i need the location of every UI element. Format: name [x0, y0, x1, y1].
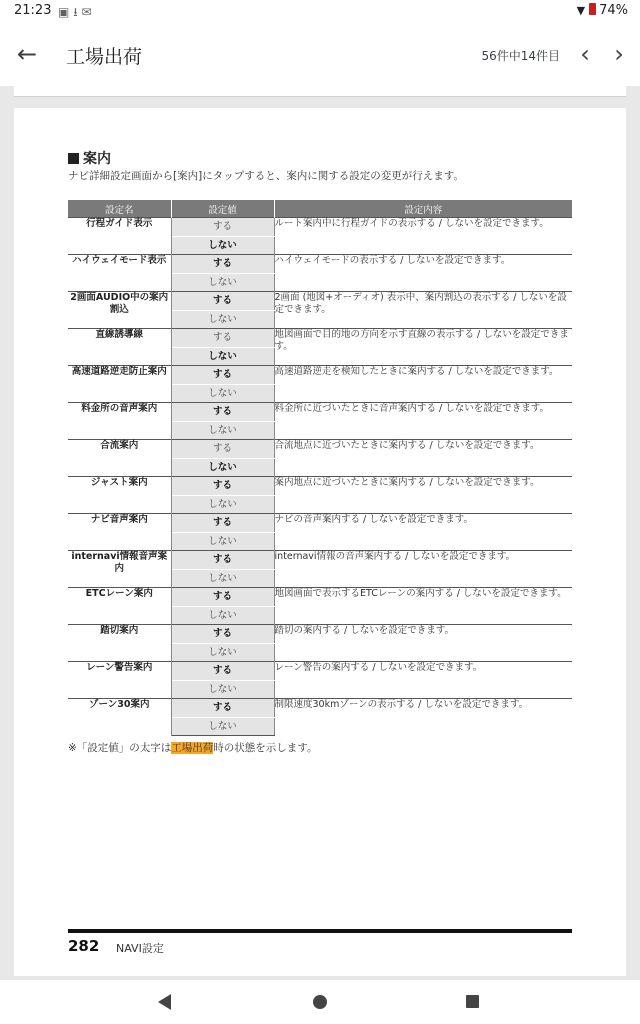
setting-description: 高速道路逆走を検知したときに案内する / しないを設定できます。 [274, 366, 572, 403]
setting-value-off: しない [171, 717, 274, 736]
setting-name: ジャスト案内 [68, 477, 171, 514]
setting-description: 案内地点に近づいたときに案内する / しないを設定できます。 [274, 477, 572, 514]
setting-value-on: する [171, 662, 274, 681]
setting-description: 制限速度30kmゾーンの表示する / しないを設定できます。 [274, 699, 572, 736]
navigation-bar [0, 980, 640, 1024]
setting-name: 踏切案内 [68, 625, 171, 662]
nav-recents-icon[interactable] [466, 995, 479, 1008]
column-header-description: 設定内容 [274, 200, 572, 218]
table-row [68, 440, 572, 459]
back-arrow-icon[interactable]: ← [16, 40, 38, 68]
setting-value-off: しない [171, 236, 274, 255]
table-row [68, 699, 572, 718]
setting-description: ルート案内中に行程ガイドの表示する / しないを設定できます。 [274, 218, 572, 255]
setting-value-off: しない [171, 569, 274, 588]
search-result-counter: 56件中14件目 [481, 49, 560, 63]
setting-name: internavi情報音声案内 [68, 551, 171, 588]
square-bullet-icon [68, 153, 79, 164]
table-row [68, 366, 572, 385]
setting-name: 高速道路逆走防止案内 [68, 366, 171, 403]
setting-name: 2画面AUDIO中の案内割込 [68, 292, 171, 329]
setting-value-on: する [171, 366, 274, 385]
status-bar [0, 0, 640, 24]
setting-value-off: しない [171, 495, 274, 514]
setting-description: 料金所に近づいたときに音声案内する / しないを設定できます。 [274, 403, 572, 440]
setting-description: 地図画面で表示するETCレーンの案内する / しないを設定できます。 [274, 588, 572, 625]
page-title: 工場出荷 [66, 46, 143, 68]
setting-name: ナビ音声案内 [68, 514, 171, 551]
setting-value-on: する [171, 625, 274, 644]
setting-name: ハイウェイモード表示 [68, 255, 171, 292]
table-row [68, 292, 572, 311]
setting-name: 合流案内 [68, 440, 171, 477]
setting-name: レーン警告案内 [68, 662, 171, 699]
column-header-value: 設定値 [171, 200, 274, 218]
setting-value-on: する [171, 588, 274, 607]
setting-name: 直線誘導線 [68, 329, 171, 366]
setting-value-off: しない [171, 273, 274, 292]
setting-value-off: しない [171, 643, 274, 662]
notification-icons [58, 3, 96, 24]
table-row [68, 662, 572, 681]
setting-name: ゾーン30案内 [68, 699, 171, 736]
setting-value-on: する [171, 514, 274, 533]
previous-result-chevron-icon[interactable]: ‹ [580, 40, 590, 68]
setting-value-off: しない [171, 421, 274, 440]
setting-value-on: する [171, 255, 274, 274]
setting-value-on: する [171, 218, 274, 237]
download-icon: ⭳ [73, 5, 82, 19]
table-row [68, 403, 572, 422]
pdf-page [14, 108, 626, 976]
column-header-name: 設定名 [68, 200, 171, 218]
page-section-label: NAVI設定 [116, 942, 164, 955]
gmail-icon: ✉ [81, 5, 96, 19]
setting-value-on: する [171, 403, 274, 422]
setting-value-off: しない [171, 532, 274, 551]
setting-description: ハイウェイモードの表示する / しないを設定できます。 [274, 255, 572, 292]
table-row [68, 625, 572, 644]
setting-value-on: する [171, 329, 274, 348]
footnote: ※「設定値」の太字は工場出荷時の状態を示します。 [68, 742, 318, 754]
setting-value-off: しない [171, 458, 274, 477]
table-row [68, 551, 572, 570]
table-row [68, 329, 572, 348]
setting-value-off: しない [171, 384, 274, 403]
section-heading: 案内 [68, 148, 111, 168]
search-highlight: 工場出荷 [171, 742, 214, 754]
image-icon: ▣ [58, 5, 74, 19]
setting-value-off: しない [171, 680, 274, 699]
setting-name: ETCレーン案内 [68, 588, 171, 625]
setting-description: 踏切の案内する / しないを設定できます。 [274, 625, 572, 662]
setting-description: 2画面 (地図+オーディオ) 表示中、案内割込の表示する / しないを設定できます。 [274, 292, 572, 329]
table-row [68, 218, 572, 237]
nav-home-icon[interactable] [313, 995, 327, 1009]
setting-value-off: しない [171, 606, 274, 625]
table-row [68, 255, 572, 274]
setting-name: 行程ガイド表示 [68, 218, 171, 255]
setting-description: レーン警告の案内する / しないを設定できます。 [274, 662, 572, 699]
setting-value-on: する [171, 551, 274, 570]
nav-back-icon[interactable] [158, 994, 171, 1010]
section-intro: ナビ詳細設定画面から[案内]にタップすると、案内に関する設定の変更が行えます。 [68, 170, 464, 182]
battery-level: 74% [599, 3, 628, 18]
wifi-icon: ▼ [576, 4, 586, 17]
setting-value-on: する [171, 699, 274, 718]
setting-value-on: する [171, 477, 274, 496]
status-right [577, 3, 628, 18]
page-number: 282 [68, 937, 100, 955]
battery-icon [589, 3, 596, 15]
setting-description: 地図画面で目的地の方向を示す直線の表示する / しないを設定できます。 [274, 329, 572, 366]
next-result-chevron-icon[interactable]: › [614, 40, 624, 68]
setting-description: ナビの音声案内する / しないを設定できます。 [274, 514, 572, 551]
status-time: 21:23 [14, 3, 52, 18]
pdf-viewer[interactable] [0, 86, 640, 980]
setting-description: 合流地点に近づいたときに案内する / しないを設定できます。 [274, 440, 572, 477]
footer-rule [68, 929, 572, 933]
setting-value-off: しない [171, 310, 274, 329]
setting-value-on: する [171, 440, 274, 459]
settings-table [68, 200, 572, 736]
table-row [68, 588, 572, 607]
setting-description: internavi情報の音声案内する / しないを設定できます。 [274, 551, 572, 588]
table-row [68, 514, 572, 533]
setting-value-on: する [171, 292, 274, 311]
previous-page-edge [14, 86, 626, 97]
table-row [68, 477, 572, 496]
setting-value-off: しない [171, 347, 274, 366]
setting-name: 料金所の音声案内 [68, 403, 171, 440]
app-bar [0, 24, 640, 86]
